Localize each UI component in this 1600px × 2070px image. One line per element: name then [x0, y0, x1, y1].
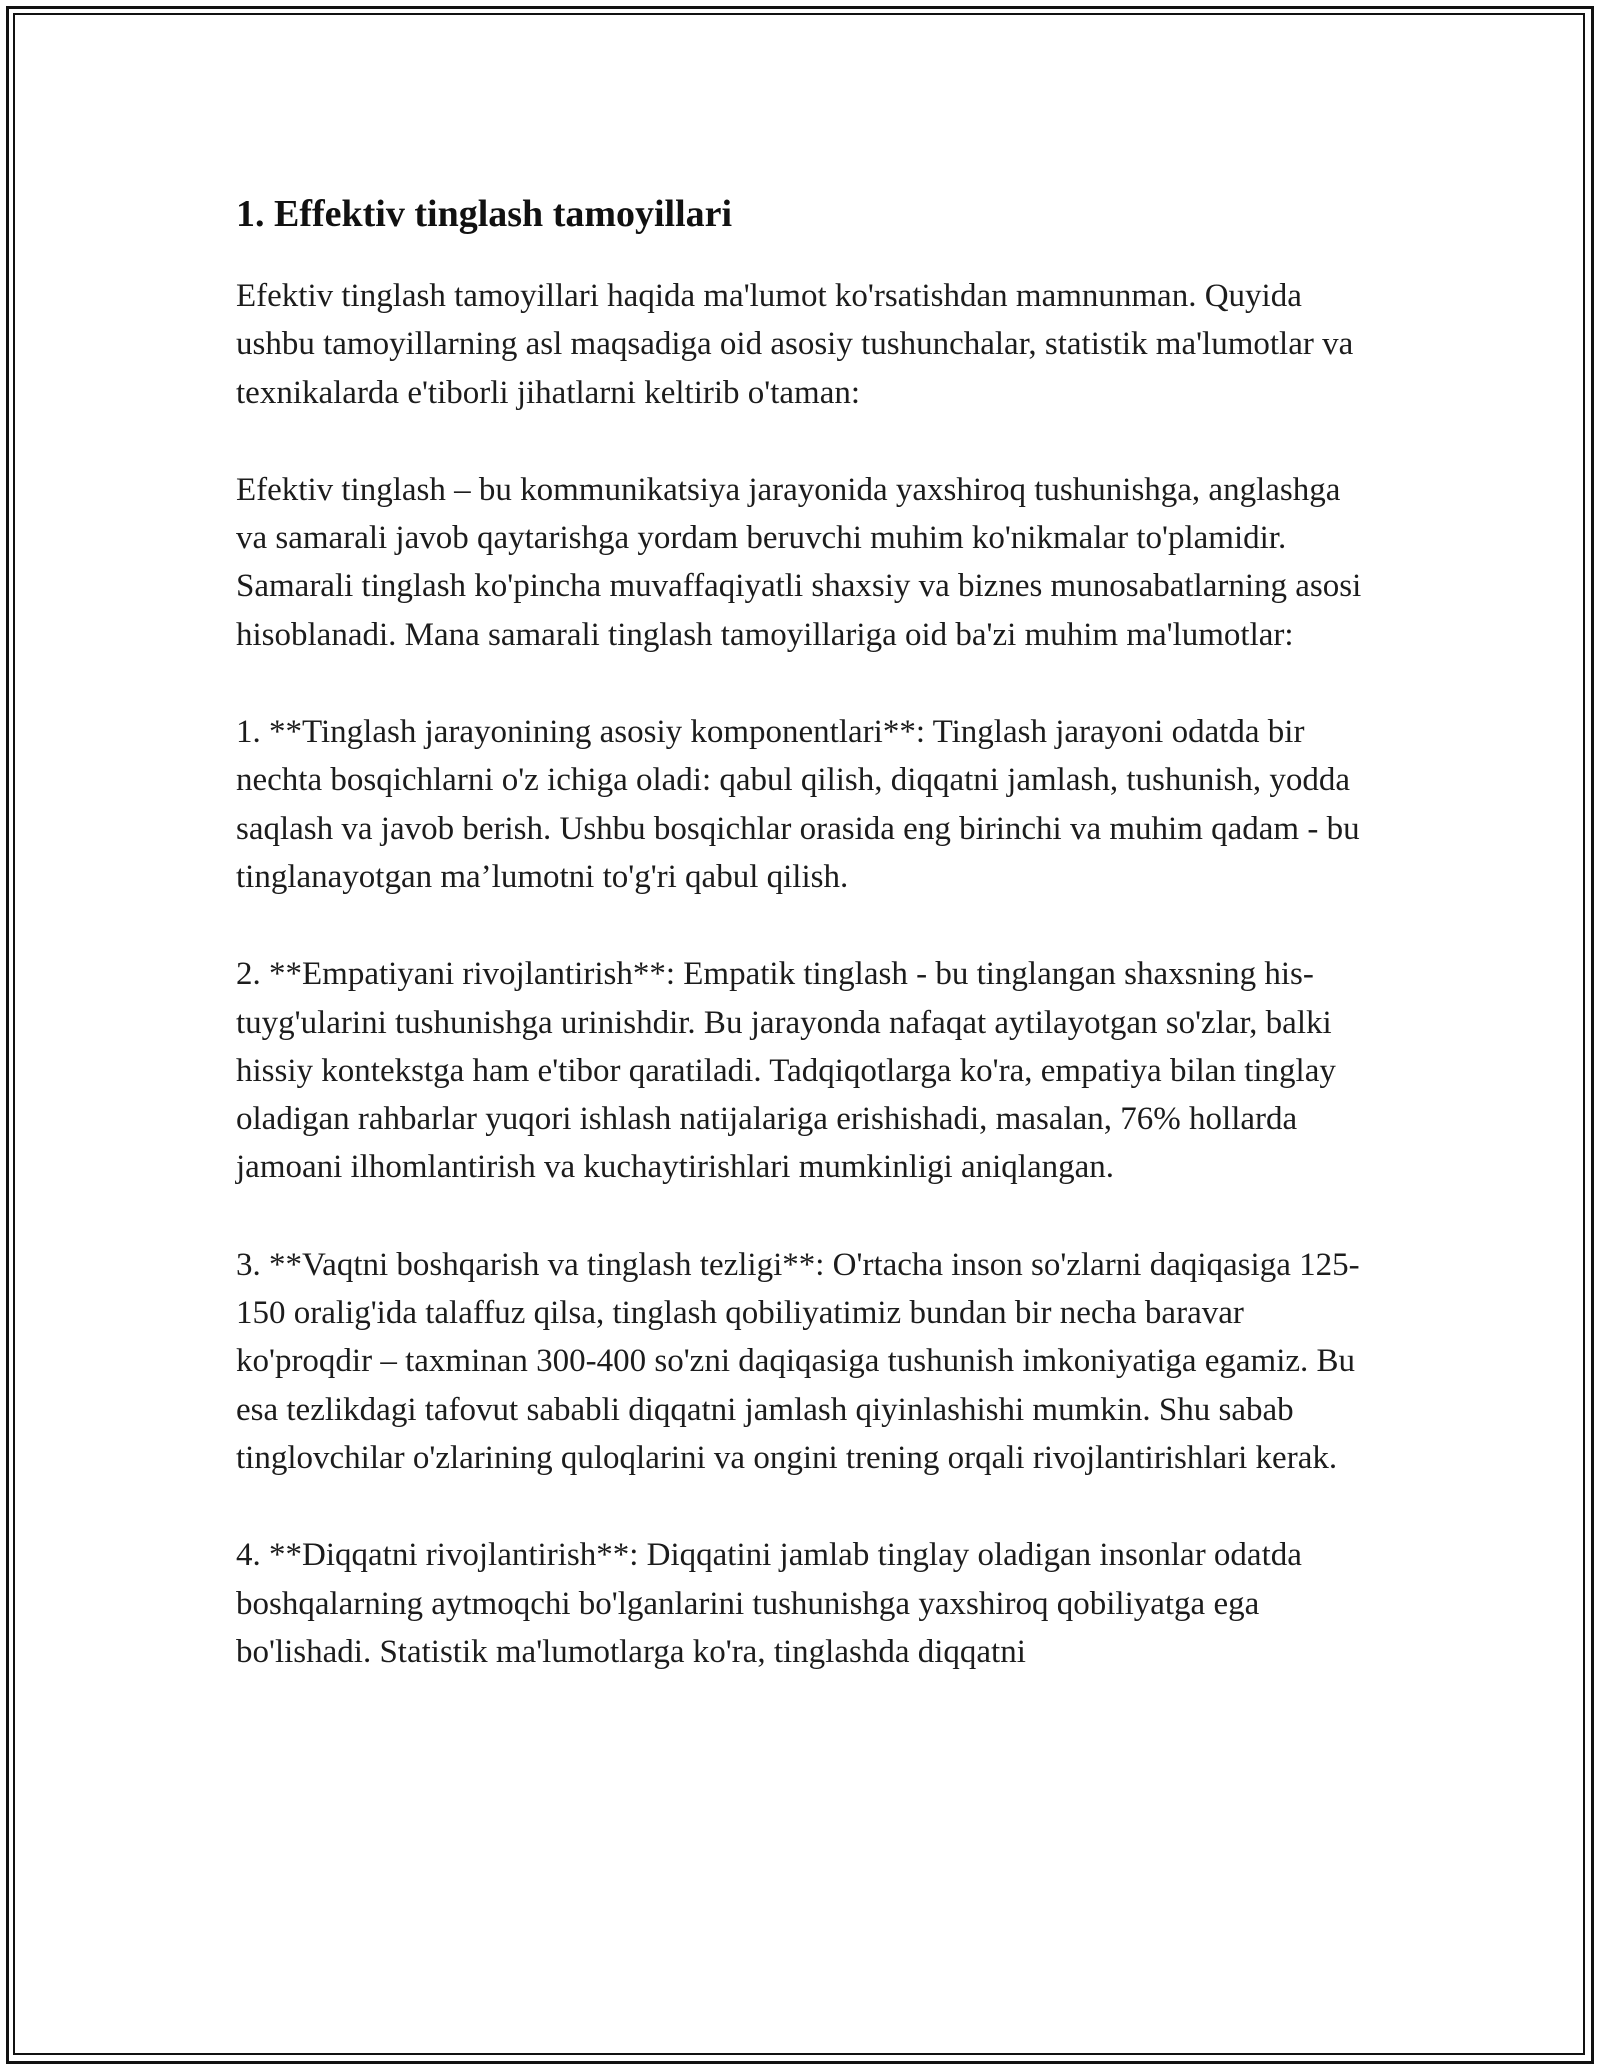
point-4-paragraph: 4. **Diqqatni rivojlantirish**: Diqqatini jamlab tinglay oladigan insonlar odatda boshqalarning aytmoqchi bo'lganlarini tushunishga yaxshiroq qobiliyatga ega bo'lishadi. Statistik ma'lumotlarga ko'ra, tinglashda diqqatni: [236, 1537, 1302, 1670]
intro-paragraph: Efektiv tinglash tamoyillari haqida ma'lumot ko'rsatishdan mamnunman. Quyida ushbu tamoyillarning asl maqsadiga oid asosiy tushunchalar, statistik ma'lumotlar va texnikalarda e'tiborli jihatlarni keltirib o'taman:: [236, 278, 1354, 411]
document-body: [236, 188, 1376, 1725]
section-heading: 1. Effektiv tinglash tamoyillari: [236, 193, 733, 235]
point-1-paragraph: 1. **Tinglash jarayonining asosiy komponentlari**: Tinglash jarayoni odatda bir nechta bosqichlarni o'z ichiga oladi: qabul qilish, diqqatni jamlash, tushunish, yodda saqlash va javob berish. Ushbu bosqichlar orasida eng birinchi va muhim qadam - bu tinglanayotgan ma’lumotni to'g'ri qabul qilish.: [236, 714, 1360, 895]
point-2-paragraph: 2. **Empatiyani rivojlantirish**: Empatik tinglash - bu tinglangan shaxsning his-tuyg'ularini tushunishga urinishdir. Bu jarayonda nafaqat aytilayotgan so'zlar, balki hissiy kontekstga ham e'tibor qaratiladi. Tadqiqotlarga ko'ra, empatiya bilan tinglay oladigan rahbarlar yuqori ishlash natijalariga erishishadi, masalan, 76% hollarda jamoani ilhomlantirish va kuchaytirishlari mumkinligi aniqlangan.: [236, 956, 1336, 1186]
definition-paragraph: Efektiv tinglash – bu kommunikatsiya jarayonida yaxshiroq tushunishga, anglashga va samarali javob qaytarishga yordam beruvchi muhim ko'nikmalar to'plamidir. Samarali tinglash ko'pincha muvaffaqiyatli shaxsiy va biznes munosabatlarning asosi hisoblanadi. Mana samarali tinglash tamoyillariga oid ba'zi muhim ma'lumotlar:: [236, 471, 1362, 653]
point-3-paragraph: 3. **Vaqtni boshqarish va tinglash tezligi**: O'rtacha inson so'zlarni daqiqasiga 125-150 oralig'ida talaffuz qilsa, tinglash qobiliyatimiz bundan bir necha baravar ko'proqdir – taxminan 300-400 so'zni daqiqasiga tushunish imkoniyatiga egamiz. Bu esa tezlikdagi tafovut sababli diqqatni jamlash qiyinlashishi mumkin. Shu sabab tinglovchilar o'zlarining quloqlarini va ongini trening orqali rivojlantirishlari kerak.: [236, 1246, 1360, 1476]
